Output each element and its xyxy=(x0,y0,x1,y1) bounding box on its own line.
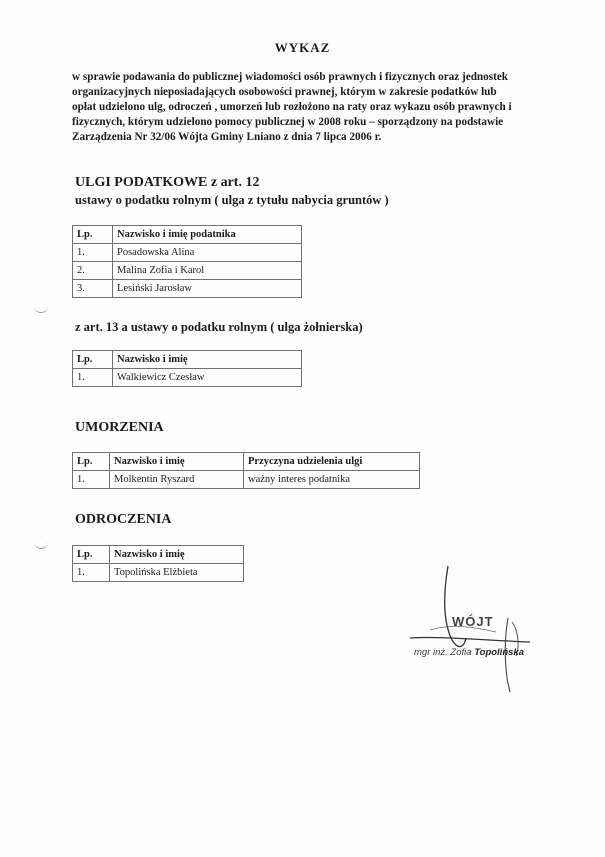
table-row xyxy=(73,369,302,387)
cell-reason: ważny interes podatnika xyxy=(244,471,420,489)
intro-line: fizycznych, którym udzielono pomocy publicznej w 2008 roku – sporządzony na podstawie xyxy=(72,116,504,128)
signatory-prefix: mgr inż. Zofia xyxy=(414,647,472,658)
cell-name: Walkiewicz Czesław xyxy=(113,369,302,387)
cell-name: Molkentin Ryszard xyxy=(110,471,244,489)
header-lp: Lp. xyxy=(73,226,113,244)
table-row xyxy=(73,244,302,262)
cell-lp: 1. xyxy=(73,564,110,582)
section-heading-umorzenia: UMORZENIA xyxy=(75,420,164,435)
intro-line: opłat udzielono ulg, odroczeń , umorzeń lub rozłożono na raty oraz wykazu osób prawnych i xyxy=(72,101,512,113)
header-name: Nazwisko i imię xyxy=(110,546,244,564)
cell-lp: 2. xyxy=(73,262,113,280)
punch-hole-mark xyxy=(34,304,48,313)
cell-lp: 1. xyxy=(73,244,113,262)
table-row xyxy=(73,262,302,280)
cell-name: Malina Zofia i Karol xyxy=(113,262,302,280)
table-header-row xyxy=(73,351,302,369)
cell-lp: 1. xyxy=(73,471,110,489)
header-reason: Przyczyna udzielenia ulgi xyxy=(244,453,420,471)
header-name: Nazwisko i imię podatnika xyxy=(113,226,302,244)
table-row xyxy=(73,471,420,489)
handwritten-signature xyxy=(400,560,550,700)
section-heading-art13a: z art. 13 a ustawy o podatku rolnym ( ulga żołnierska) xyxy=(75,320,363,334)
header-lp: Lp. xyxy=(73,546,110,564)
intro-line: organizacyjnych nieposiadających osobowości prawnej, którym w zakresie podatków lub xyxy=(72,86,497,98)
signatory-surname: Topolińska xyxy=(474,647,524,658)
table-header-row xyxy=(73,226,302,244)
intro-line: w sprawie podawania do publicznej wiadomości osób prawnych i fizycznych oraz jednostek xyxy=(72,71,509,83)
cell-name: Lesiński Jarosław xyxy=(113,280,302,298)
table-header-row xyxy=(73,453,420,471)
cell-name: Posadowska Alina xyxy=(113,244,302,262)
intro-paragraph xyxy=(72,70,572,145)
table-row xyxy=(73,564,244,582)
table-row xyxy=(73,280,302,298)
punch-hole-mark xyxy=(34,540,48,549)
table-odroczenia xyxy=(72,545,244,582)
cell-name: Topolińska Elżbieta xyxy=(110,564,244,582)
cell-lp: 3. xyxy=(73,280,113,298)
table-ulgi xyxy=(72,225,302,298)
stamp-title: WÓJT xyxy=(452,614,494,629)
header-lp: Lp. xyxy=(73,453,110,471)
cell-lp: 1. xyxy=(73,369,113,387)
header-name: Nazwisko i imię xyxy=(113,351,302,369)
signatory-name xyxy=(414,647,524,658)
section-heading-ulgi: ULGI PODATKOWE z art. 12 xyxy=(75,175,260,190)
header-lp: Lp. xyxy=(73,351,113,369)
section-heading-odroczenia: ODROCZENIA xyxy=(75,512,172,527)
table-header-row xyxy=(73,546,244,564)
document-title: WYKAZ xyxy=(274,40,331,55)
intro-line: Zarządzenia Nr 32/06 Wójta Gminy Lniano z dnia 7 lipca 2006 r. xyxy=(72,131,382,143)
header-name: Nazwisko i imię xyxy=(110,453,244,471)
table-ulga-zolnierska xyxy=(72,350,302,387)
section-subheading-ulgi: ustawy o podatku rolnym ( ulga z tytułu nabycia gruntów ) xyxy=(75,193,389,207)
table-umorzenia xyxy=(72,452,420,489)
